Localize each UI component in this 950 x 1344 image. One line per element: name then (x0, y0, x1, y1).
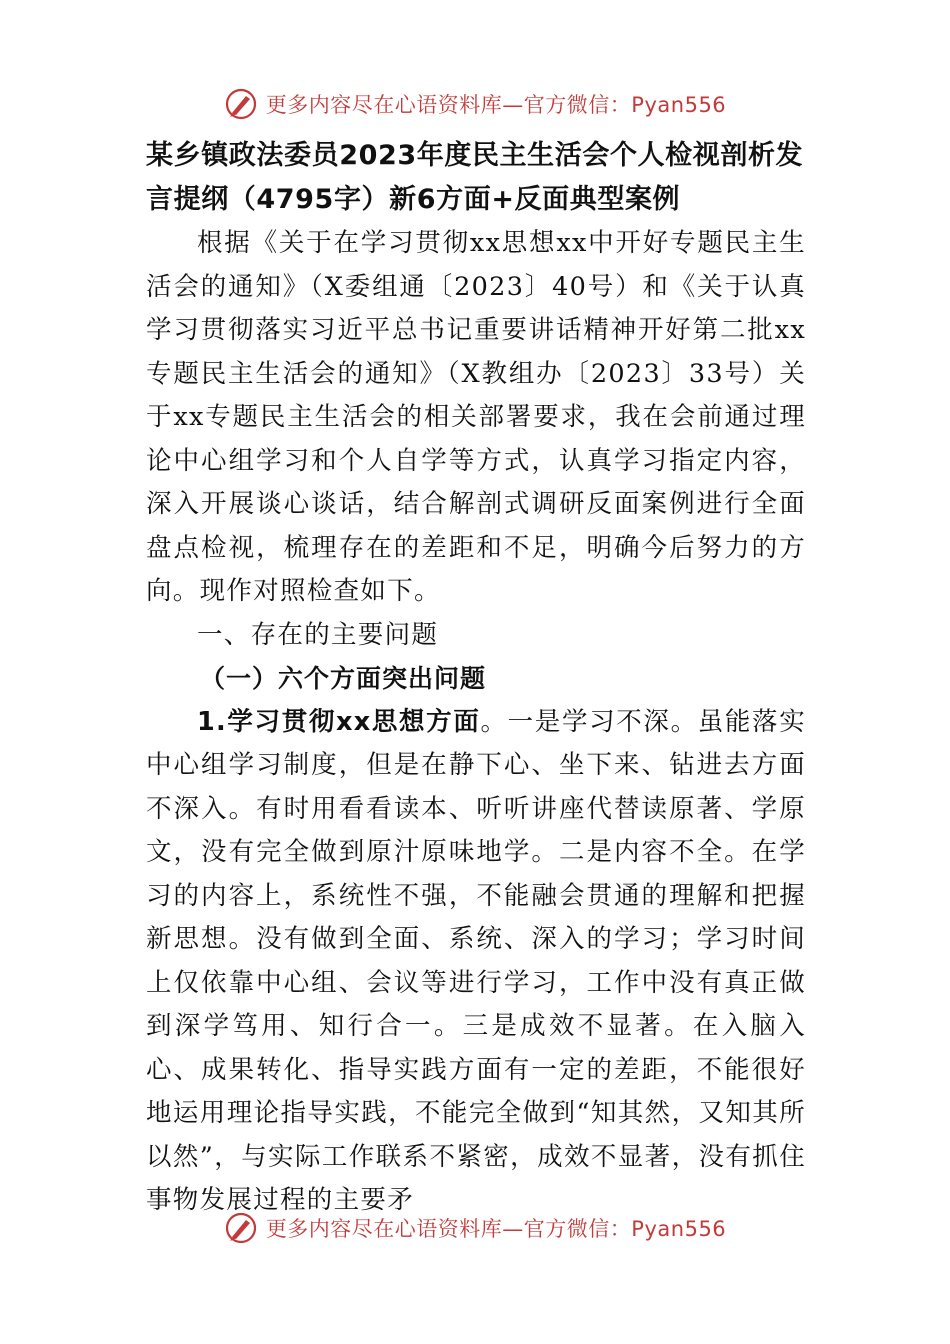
document-body (146, 134, 806, 1223)
item-paragraph (146, 701, 806, 1223)
intro-paragraph: 根据《关于在学习贯彻xx思想xx中开好专题民主生活会的通知》（X委组通〔2023〕40号）和《关于认真学习贯彻落实习近平总书记重要讲话精神开好第二批xx专题民主生活会的通知》（X教组办〔2023〕33号）关于xx专题民主生活会的相关部署要求，我在会前通过理论中心组学习和个人自学等方式，认真学习指定内容，深入开展谈心谈话，结合解剖式调研反面案例进行全面盘点检视，梳理存在的差距和不足，明确今后努力的方向。现作对照检查如下。 (146, 228, 806, 606)
pen-logo-icon (224, 87, 258, 121)
item-body: 。一是学习不深。虽能落实中心组学习制度，但是在静下心、坐下来、钻进去方面不深入。有时用看看读本、听听讲座代替读原著、学原文，没有完全做到原汁原味地学。二是内容不全。在学习的内容上，系统性不强，不能融会贯通的理解和把握新思想。没有做到全面、系统、深入的学习；学习时间上仅依靠中心组、会议等进行学习，工作中没有真正做到深学笃用、知行合一。三是成效不显著。在入脑入心、成果转化、指导实践方面有一定的差距，不能很好地运用理论指导实践，不能完全做到“知其然，又知其所以然”，与实际工作联系不紧密，成效不显著，没有抓住事物发展过程的主要矛 (146, 706, 806, 1215)
item-lead: 1.学习贯彻xx思想方面 (197, 706, 481, 737)
watermark-footer (0, 1208, 950, 1248)
watermark-text: 更多内容尽在心语资料库—官方微信：Pyan556 (265, 93, 727, 117)
document-title: 某乡镇政法委员2023年度民主生活会个人检视剖析发言提纲（4795字）新6方面+反面典型案例 (146, 140, 804, 215)
section-heading: 一、存在的主要问题 (197, 619, 439, 650)
subsection-heading: （一）六个方面突出问题 (200, 664, 487, 693)
watermark-header (0, 84, 950, 124)
pen-logo-icon (224, 1211, 258, 1245)
watermark-text: 更多内容尽在心语资料库—官方微信：Pyan556 (265, 1217, 727, 1241)
